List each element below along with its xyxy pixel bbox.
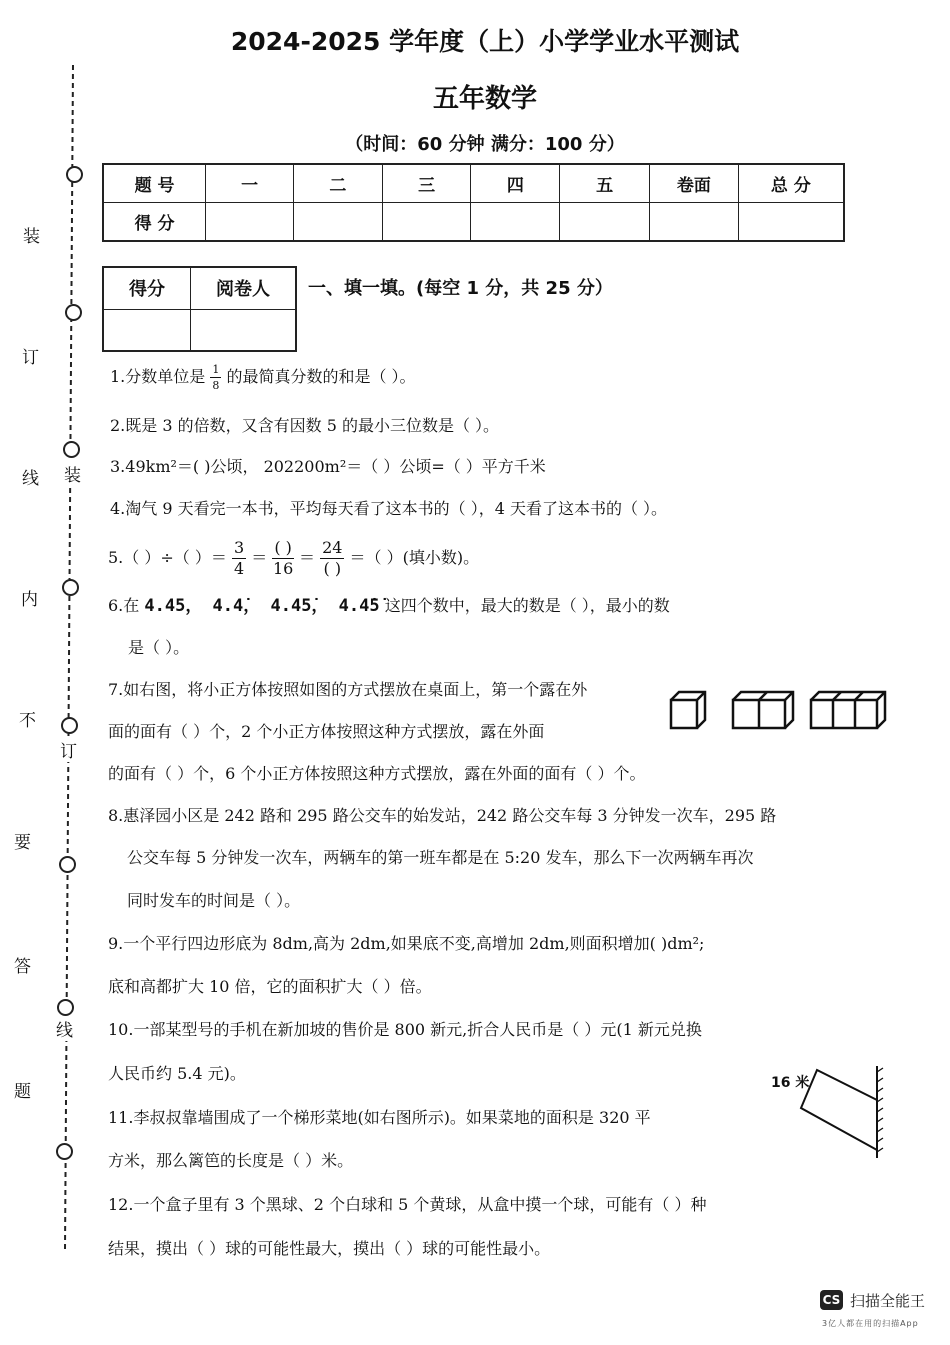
binding-char: 答 [14, 957, 31, 977]
scanner-tagline: 3亿人都在用的扫描App [822, 1319, 919, 1328]
question-5: 5.（ ）÷（ ）＝ $\frac{3}{4}$ ＝ $\frac{( )}{16}$ ＝ $\frac{24}{( )}$ ＝（ ）(填小数)。 [108, 538, 480, 578]
scanner-app-name: 扫描全能王 [850, 1292, 926, 1310]
score-table [102, 163, 845, 242]
question-6-line2: 是（ ）。 [128, 638, 190, 657]
score-header-cell: 题 号 [103, 164, 206, 202]
score-cell[interactable] [471, 202, 560, 241]
score-header-cell: 卷面 [649, 164, 738, 202]
grader-name-label: 阅卷人 [191, 267, 297, 309]
binding-hole [66, 166, 83, 183]
binding-hole [61, 717, 78, 734]
binding-hole [56, 1143, 73, 1160]
binding-hole [65, 304, 82, 321]
trapezoid-label: 16 米 [771, 1075, 810, 1091]
question-3: 3.49km²＝( )公顷， 202200m²＝（ ）公顷=（ ）平方千米 [110, 457, 546, 476]
score-header-cell: 二 [293, 164, 382, 202]
question-2: 2.既是 3 的倍数，又含有因数 5 的最小三位数是（ ）。 [110, 416, 500, 435]
binding-char: 订 [60, 737, 77, 762]
score-header-cell: 总 分 [738, 164, 844, 202]
grader-table [102, 266, 297, 352]
binding-char: 订 [22, 348, 39, 368]
trapezoid-figure [795, 1062, 890, 1162]
question-8-line1: 8.惠泽园小区是 242 路和 295 路公交车的始发站，242 路公交车每 3 分钟发一次车，295 路 [108, 806, 777, 825]
grader-score-label: 得分 [103, 267, 191, 309]
binding-line [55, 65, 85, 1255]
question-12-line2: 结果，摸出（ ）球的可能性最大，摸出（ ）球的可能性最小。 [108, 1239, 551, 1258]
binding-hole [57, 999, 74, 1016]
binding-char: 不 [19, 711, 36, 731]
binding-hole [63, 441, 80, 458]
binding-char: 内 [21, 590, 38, 610]
question-11-line2: 方米，那么篱笆的长度是（ ）米。 [108, 1151, 354, 1170]
question-8-line2: 公交车每 5 分钟发一次车，两辆车的第一班车都是在 5:20 发车，那么下一次两辆车再次 [127, 848, 754, 867]
binding-char: 线 [22, 469, 39, 489]
question-6: 6.在 4.45， 4.4̇， 4.45̇， 4.4̇5̇ 这四个数中，最大的数是（ ），最小的数 [108, 596, 670, 616]
score-cell[interactable] [560, 202, 650, 241]
score-cell[interactable] [382, 202, 471, 241]
binding-char: 线 [56, 1016, 73, 1041]
binding-char: 题 [14, 1082, 31, 1102]
question-7-line1: 7.如右图，将小正方体按照如图的方式摆放在桌面上，第一个露在外 [108, 680, 588, 699]
binding-char: 装 [23, 227, 40, 247]
score-cell[interactable] [293, 202, 382, 241]
binding-char: 要 [14, 833, 31, 853]
question-4: 4.淘气 9 天看完一本书，平均每天看了这本书的（ ），4 天看了这本书的（ ）。 [110, 499, 668, 518]
question-8-line3: 同时发车的时间是（ ）。 [127, 891, 301, 910]
grader-score-cell[interactable] [103, 309, 191, 351]
score-cell[interactable] [738, 202, 844, 241]
score-cell[interactable] [649, 202, 738, 241]
question-10-line1: 10.一部某型号的手机在新加坡的售价是 800 新元,折合人民币是（ ）元(1 新元兑换 [108, 1020, 702, 1039]
question-12-line1: 12.一个盒子里有 3 个黑球、2 个白球和 5 个黄球，从盒中摸一个球，可能有（ ）种 [108, 1195, 707, 1214]
question-11-line1: 11.李叔叔靠墙围成了一个梯形菜地(如右图所示)。如果菜地的面积是 320 平 [108, 1108, 651, 1127]
score-header-cell: 三 [382, 164, 471, 202]
score-row-label: 得 分 [103, 202, 206, 241]
exam-subject: 五年数学 [432, 84, 537, 114]
question-9-line2: 底和高都扩大 10 倍，它的面积扩大（ ）倍。 [108, 977, 432, 996]
question-7-line3: 的面有（ ）个，6 个小正方体按照这种方式摆放，露在外面的面有（ ）个。 [108, 764, 646, 783]
exam-meta: （时间：60 分钟 满分：100 分） [345, 134, 625, 155]
exam-title: 2024-2025 学年度（上）小学学业水平测试 [230, 27, 740, 56]
score-header-cell: 四 [471, 164, 560, 202]
section-title: 一、填一填。(每空 1 分，共 25 分） [308, 278, 613, 299]
grader-name-cell[interactable] [191, 309, 297, 351]
score-cell[interactable] [206, 202, 294, 241]
cube-figure [665, 688, 895, 732]
binding-char: 装 [64, 461, 81, 486]
binding-hole [62, 579, 79, 596]
question-10-line2: 人民币约 5.4 元)。 [108, 1064, 246, 1083]
question-7-line2: 面的面有（ ）个，2 个小正方体按照这种方式摆放，露在外面 [108, 722, 545, 741]
scanner-logo-icon: CS [820, 1290, 843, 1310]
question-1: 1.分数单位是 $\frac{1}{8}$ 的最简真分数的和是（ ）。 [110, 363, 416, 392]
score-header-cell: 五 [560, 164, 650, 202]
binding-hole [59, 856, 76, 873]
question-9-line1: 9.一个平行四边形底为 8dm,高为 2dm,如果底不变,高增加 2dm,则面积增加( )dm²; [108, 934, 705, 953]
score-header-cell: 一 [206, 164, 294, 202]
